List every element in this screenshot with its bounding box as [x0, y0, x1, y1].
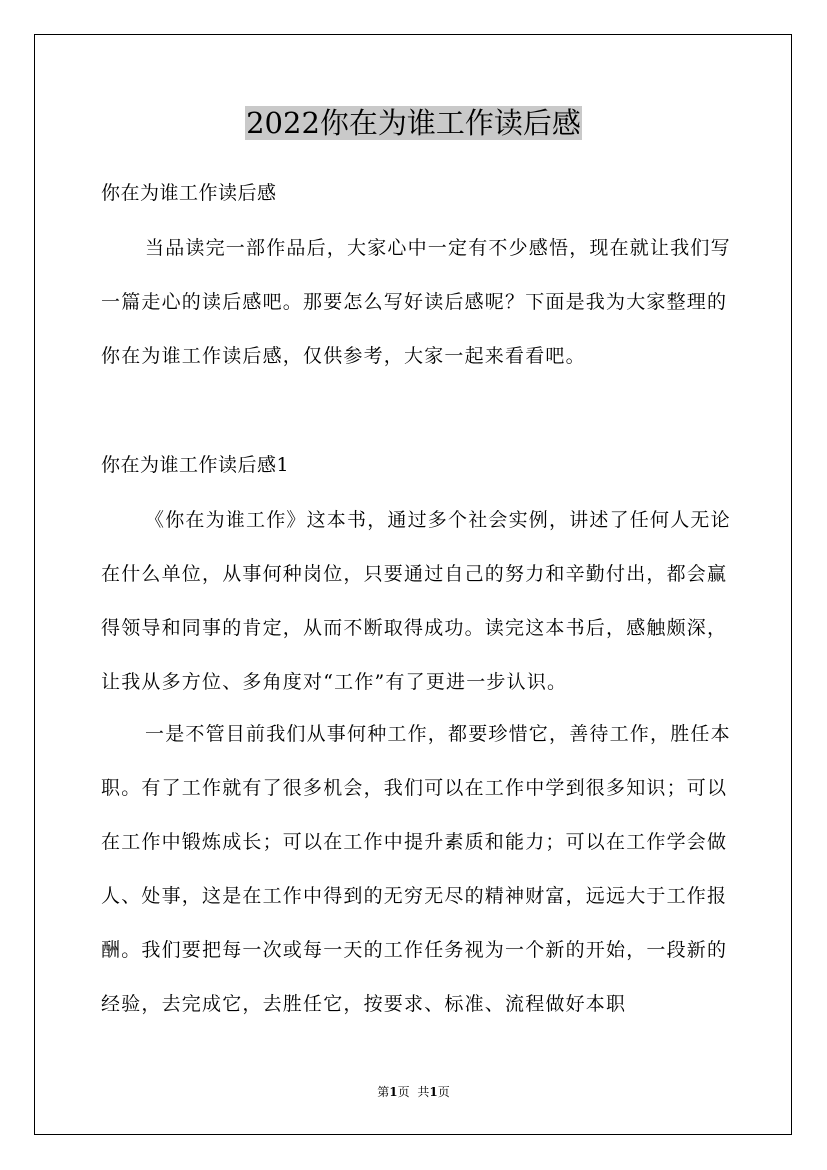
total-suffix: 页 [437, 1085, 450, 1099]
document-title: 2022你在为谁工作读后感 [246, 106, 581, 140]
section-heading-1: 你在为谁工作读后感1 [101, 454, 290, 476]
section1-paragraph-2: 一是不管目前我们从事何种工作，都要珍惜它，善待工作，胜任本职。有了工作就有了很多机会，我们可以在工作中学到很多知识；可以在工作中锻炼成长；可以在工作中提升素质和能力；可以在工作学会做人、处事，这是在工作中得到的无穷无尽的精神财富，远远大于工作报酬。我们要把每一次或每一天的工作任务视为一个新的开始，一段新的经验，去完成它，去胜任它，按要求、标准、流程做好本职 [101, 723, 731, 1015]
total-prefix: 共 [417, 1085, 430, 1099]
intro-paragraph: 当品读完一部作品后，大家心中一定有不少感悟，现在就让我们写一篇走心的读后感吧。那要怎么写好读后感呢？下面是我为大家整理的你在为谁工作读后感，仅供参考，大家一起来看看吧。 [101, 237, 731, 367]
page-suffix: 页 [397, 1085, 410, 1099]
page-number: 1 [389, 1085, 398, 1099]
page-prefix: 第 [377, 1085, 390, 1099]
section1-paragraph-1: 《你在为谁工作》这本书，通过多个社会实例，讲述了任何人无论在什么单位，从事何种岗位，只要通过自己的努力和辛勤付出，都会赢得领导和同事的肯定，从而不断取得成功。读完这本书后，感触颇深，让我从多方位、多角度对“工作”有了更进一步认识。 [101, 509, 731, 693]
page-footer [0, 1083, 827, 1101]
subtitle: 你在为谁工作读后感 [101, 182, 277, 204]
total-pages: 1 [429, 1085, 438, 1099]
